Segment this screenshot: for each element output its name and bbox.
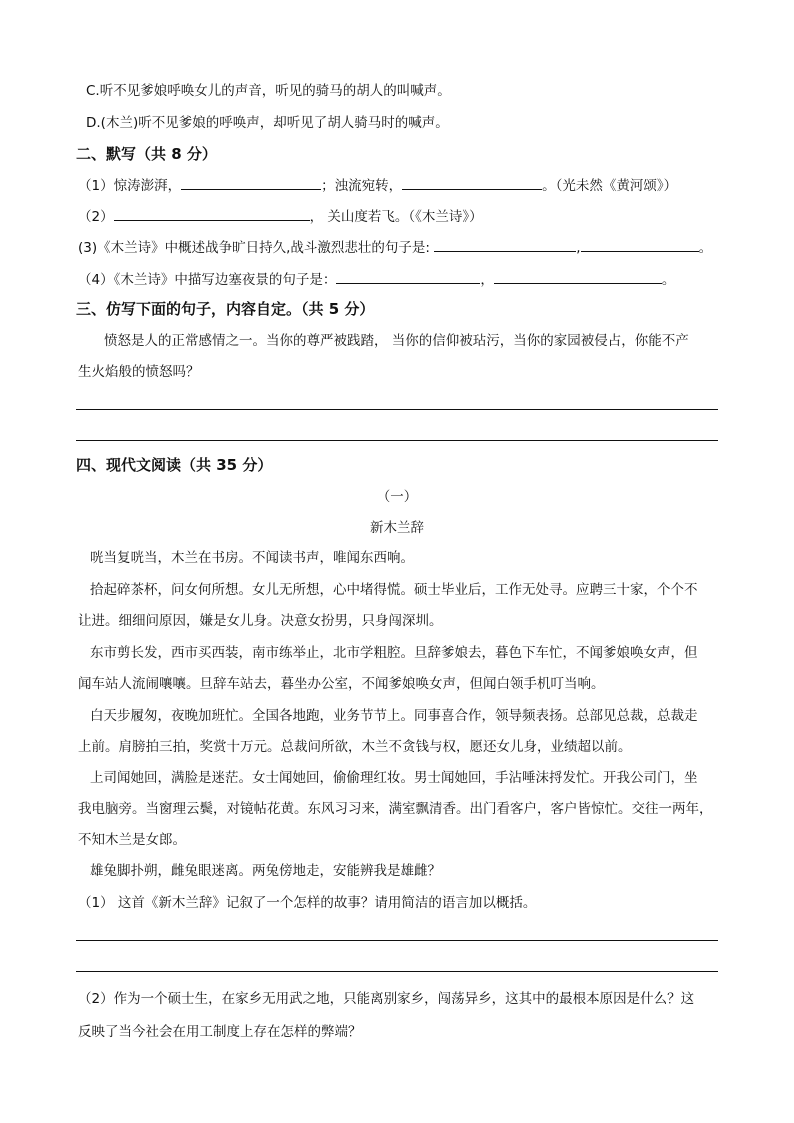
option-d: D.(木兰)听不见爹娘的呼唤声，却听见了胡人骑马时的喊声。 bbox=[86, 115, 449, 131]
passage-line: 咣当复咣当，木兰在书房。不闻读书声，唯闻东西响。 bbox=[90, 550, 414, 566]
dictation-line-1 bbox=[78, 175, 677, 196]
question-2-line-1: （2）作为一个硕士生，在家乡无用武之地，只能离别家乡，闯荡异乡，这其中的最根本原因是什么？这 bbox=[78, 991, 695, 1007]
answer-line[interactable] bbox=[76, 971, 718, 972]
dictation-2-suffix: ， 关山度若飞。（《木兰诗》） bbox=[309, 209, 483, 225]
answer-blank[interactable] bbox=[181, 175, 321, 190]
section-4-title: 四、现代文阅读（共 35 分） bbox=[76, 456, 273, 474]
answer-line[interactable] bbox=[76, 440, 718, 441]
passage-line: 上前。肩膀拍三拍，奖赏十万元。总裁问所欲，木兰不贪钱与权，愿还女儿身，业绩超以前。 bbox=[78, 739, 632, 755]
passage-line: 拾起碎茶杯，问女何所想。女儿无所想，心中堵得慌。硕士毕业后，工作无处寻。应聘三十家，个个不 bbox=[90, 582, 698, 598]
dictation-1-mid: ；浊流宛转， bbox=[321, 178, 403, 194]
answer-line[interactable] bbox=[76, 409, 718, 410]
dictation-2-prefix: （2） bbox=[78, 209, 114, 225]
dictation-1-prefix: （1）惊涛澎湃， bbox=[78, 178, 182, 194]
passage-number: （一） bbox=[376, 489, 418, 505]
dictation-line-3 bbox=[78, 237, 712, 258]
answer-blank[interactable] bbox=[336, 269, 480, 284]
dictation-4-prefix: （4）《木兰诗》中描写边塞夜景的句子是： bbox=[78, 272, 337, 288]
passage-line: 让进。细细问原因，嫌是女儿身。决意女扮男，只身闯深圳。 bbox=[78, 613, 443, 629]
dictation-3-mid: , bbox=[576, 240, 581, 256]
option-c: C.听不见爹娘呼唤女儿的声音，听见的骑马的胡人的叫喊声。 bbox=[86, 83, 451, 99]
passage-line: 不知木兰是女郎。 bbox=[78, 832, 186, 848]
answer-blank[interactable] bbox=[581, 237, 699, 252]
passage-title: 新木兰辞 bbox=[370, 520, 424, 536]
question-1: （1） 这首《新木兰辞》记叙了一个怎样的故事？请用简洁的语言加以概括。 bbox=[78, 895, 537, 911]
section-3-title: 三、仿写下面的句子，内容自定。（共 5 分） bbox=[76, 300, 375, 318]
passage-line: 上司闻她回，满脸是迷茫。女士闻她回，偷偷理红妆。男士闻她回，手沾唾沫捋发忙。开我公司门，坐 bbox=[90, 770, 698, 786]
question-2-line-2: 反映了当今社会在用工制度上存在怎样的弊端？ bbox=[78, 1024, 362, 1040]
dictation-3-prefix: (3)《木兰诗》中概述战争旷日持久,战斗激烈悲壮的句子是: bbox=[78, 240, 435, 256]
dictation-line-2 bbox=[78, 206, 483, 227]
imitation-prompt-line-1: 愤怒是人的正常感情之一。当你的尊严被践踏， 当你的信仰被玷污，当你的家园被侵占，你能不产 bbox=[104, 333, 689, 349]
section-2-title: 二、默写（共 8 分） bbox=[76, 145, 217, 163]
dictation-4-mid: ， bbox=[480, 272, 494, 288]
passage-line: 雄兔脚扑朔，雌兔眼迷离。两兔傍地走，安能辨我是雄雌？ bbox=[90, 863, 441, 879]
answer-blank[interactable] bbox=[402, 175, 542, 190]
answer-blank[interactable] bbox=[434, 237, 576, 252]
dictation-3-suffix: 。 bbox=[698, 240, 713, 256]
passage-line: 东市剪长发，西市买西装，南市练举止，北市学粗腔。旦辞爹娘去，暮色下车忙，不闻爹娘唤女声，但 bbox=[90, 645, 698, 661]
answer-line[interactable] bbox=[76, 940, 718, 941]
dictation-line-4 bbox=[78, 269, 675, 290]
dictation-4-suffix: 。 bbox=[661, 272, 676, 288]
imitation-prompt-line-2: 生火焰般的愤怒吗？ bbox=[78, 364, 200, 380]
passage-line: 白天步履匆，夜晚加班忙。全国各地跑，业务节节上。同事喜合作，领导频表扬。总部见总裁，总裁走 bbox=[90, 708, 698, 724]
answer-blank[interactable] bbox=[114, 206, 310, 221]
answer-blank[interactable] bbox=[494, 269, 662, 284]
passage-line: 闻车站人流闹嚷嚷。旦辞车站去，暮坐办公室，不闻爹娘唤女声，但闻白领手机叮当响。 bbox=[78, 676, 605, 692]
dictation-1-suffix: 。（光未然《黄河颂》） bbox=[542, 178, 678, 194]
passage-line: 我电脑旁。当窗理云鬓，对镜帖花黄。东风习习来，满室飘清香。出门看客户，客户皆惊忙。交往一两年， bbox=[78, 801, 713, 817]
